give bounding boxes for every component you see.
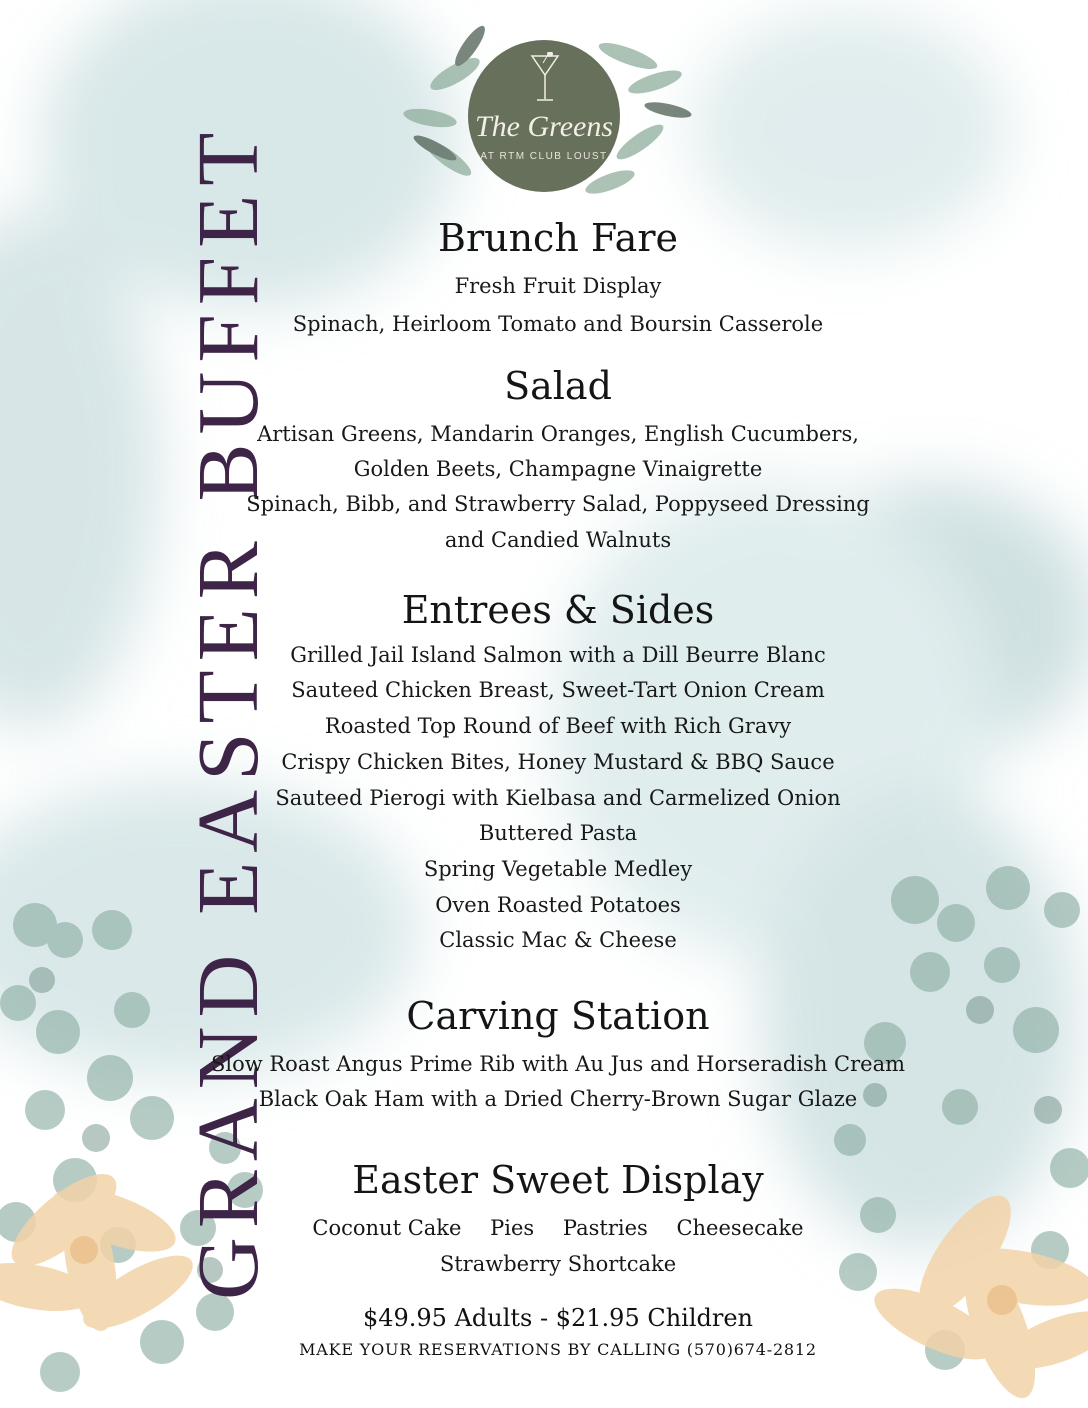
menu-item: Spinach, Bibb, and Strawberry Salad, Poppyseed Dressing — [246, 492, 870, 516]
menu-item: Grilled Jail Island Salmon with a Dill Beurre Blanc — [290, 643, 826, 667]
menu-item: Crispy Chicken Bites, Honey Mustard & BBQ Sauce — [281, 750, 835, 774]
menu-item: Artisan Greens, Mandarin Oranges, English Cucumbers, — [257, 422, 859, 446]
menu-item: Strawberry Shortcake — [439, 1252, 677, 1276]
menu-item: Sauteed Pierogi with Kielbasa and Carmelized Onion — [275, 786, 841, 810]
section-title: Salad — [504, 364, 612, 408]
logo-name: The Greens — [474, 110, 614, 143]
menu-item: Fresh Fruit Display — [454, 274, 662, 298]
pricing: $49.95 Adults - $21.95 Children — [362, 1304, 754, 1332]
sweet-item: Cheesecake — [676, 1216, 804, 1240]
menu-item: Sauteed Chicken Breast, Sweet-Tart Onion Cream — [291, 678, 825, 702]
menu-item: Oven Roasted Potatoes — [435, 893, 681, 917]
menu-item: Spinach, Heirloom Tomato and Boursin Casserole — [292, 312, 824, 336]
menu-item: Golden Beets, Champagne Vinaigrette — [353, 457, 763, 481]
vertical-menu-title: GRAND EASTER BUFFET — [179, 123, 276, 1300]
sweet-item: Coconut Cake — [312, 1216, 462, 1240]
sweet-item: Pastries — [562, 1216, 648, 1240]
sweets-row — [190, 1216, 926, 1240]
menu-item: Black Oak Ham with a Dried Cherry-Brown Sugar Glaze — [258, 1087, 858, 1111]
section-title: Carving Station — [406, 994, 710, 1038]
logo-subtitle: AT RTM CLUB LOUST — [480, 151, 608, 162]
section-title: Brunch Fare — [438, 216, 678, 260]
section-title: Entrees & Sides — [401, 588, 715, 632]
reservation-note: MAKE YOUR RESERVATIONS BY CALLING (570)674-2812 — [299, 1340, 817, 1359]
menu-item: Spring Vegetable Medley — [423, 857, 693, 881]
restaurant-logo — [412, 28, 682, 218]
menu-item: Roasted Top Round of Beef with Rich Gravy — [324, 714, 792, 738]
menu-item: and Candied Walnuts — [444, 528, 672, 552]
martini-glass-icon — [530, 52, 560, 106]
menu-item: Classic Mac & Cheese — [439, 928, 677, 952]
sweet-item: Pies — [490, 1216, 535, 1240]
menu-item: Slow Roast Angus Prime Rib with Au Jus and Horseradish Cream — [210, 1052, 906, 1076]
section-title: Easter Sweet Display — [352, 1158, 764, 1202]
menu-item: Buttered Pasta — [478, 821, 638, 845]
